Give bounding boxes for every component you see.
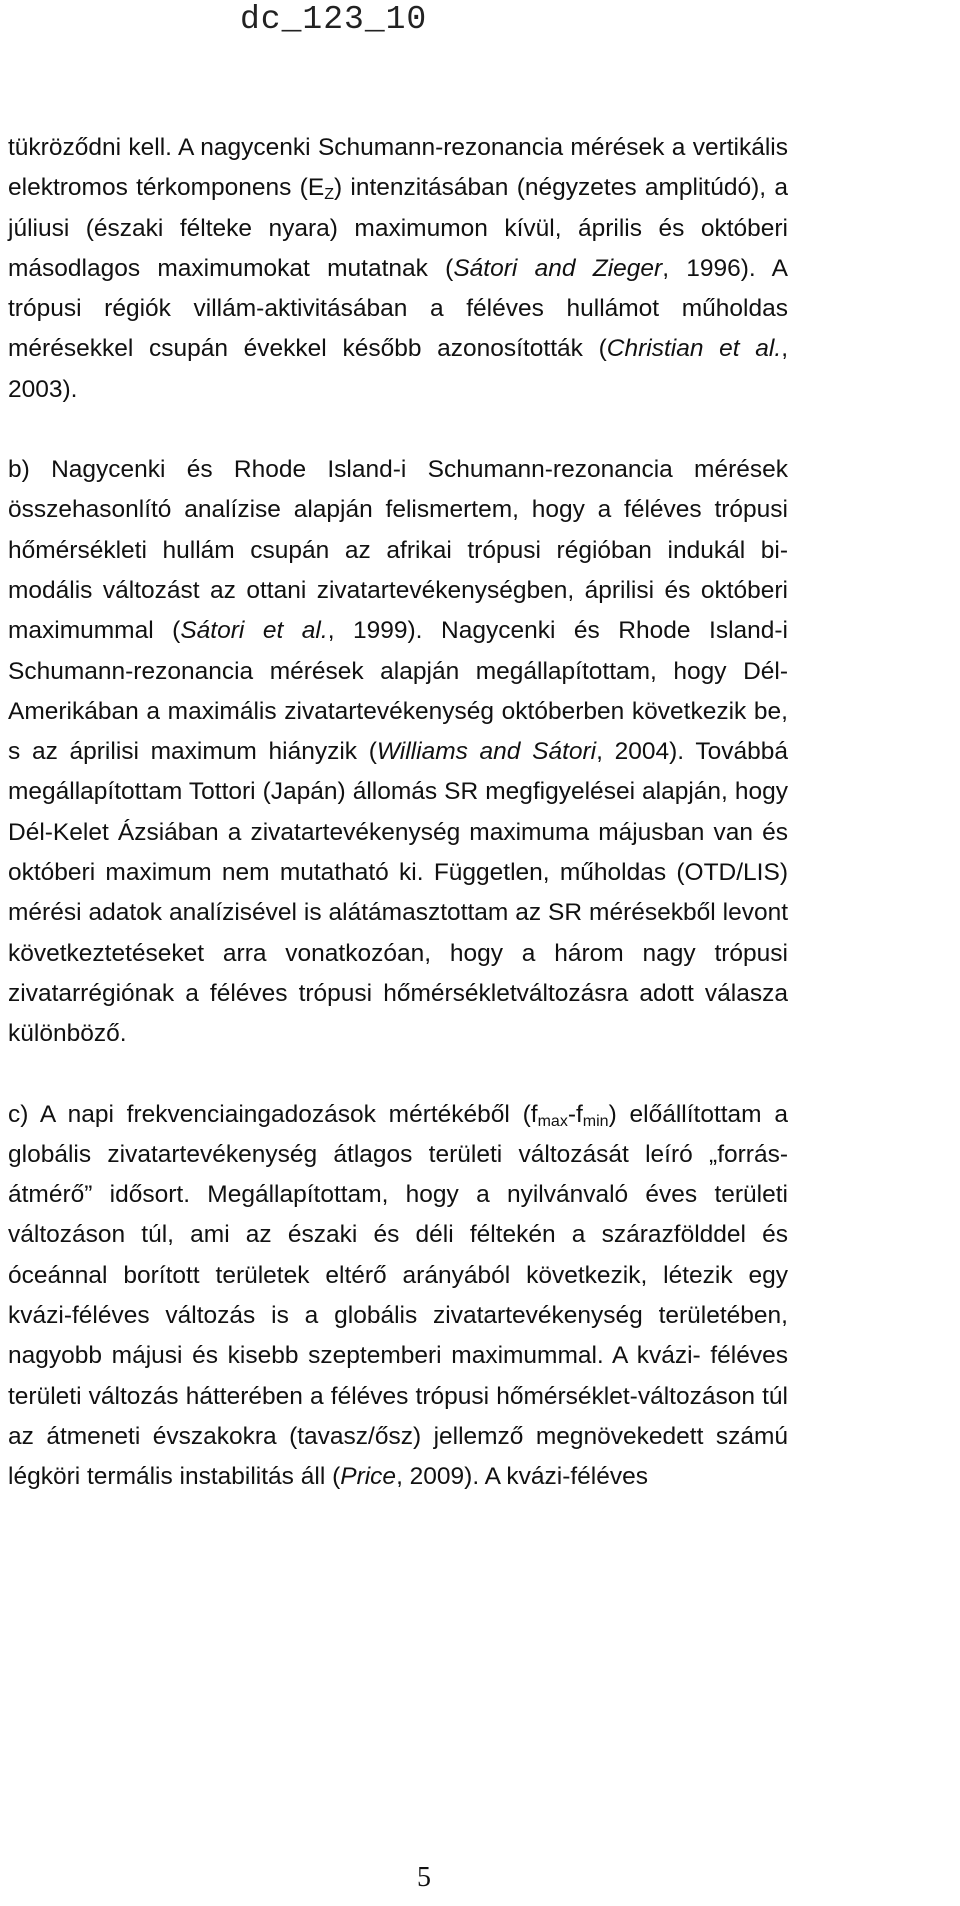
subscript: min xyxy=(582,1112,609,1130)
citation: Sátori et al. xyxy=(180,617,328,645)
text-run: ) intenzitásában (négyzetes amplitúdó), a júliusi (északi félteke nyara) maximumon kívül, április és októberi másodlagos maximumokat mutatnak ( xyxy=(8,174,788,282)
citation: Price xyxy=(340,1463,397,1491)
body-text xyxy=(8,128,788,1498)
text-run: ) előállítottam a globális zivatartevékenység átlagos területi változását leíró „forrás-átmérő” idősort. Megállapítottam, hogy a nyilvánvaló éves területi változáson túl, ami az északi és déli féltekén a szárazfölddel és óceánnal borított területek eltérő arányából következik, létezik egy kvázi-féléves változás is a globális zivatartevékenység területében, nagyobb májusi és kisebb szeptemberi maximummal. A kvázi- féléves területi változás hátterében a féléves trópusi hőmérséklet-változáson túl az átmeneti évszakokra (tavasz/ősz) jellemző megnövekedett számú légköri termális instabilitás áll ( xyxy=(8,1100,788,1491)
page-number: 5 xyxy=(417,1862,431,1893)
paragraph-c xyxy=(8,1095,788,1498)
citation: Christian et al. xyxy=(606,335,782,363)
text-run: c) A napi frekvenciaingadozások mértékéből (f xyxy=(8,1100,538,1128)
subscript: max xyxy=(537,1112,568,1130)
text-run: , 2009). A kvázi-féléves xyxy=(396,1463,649,1491)
citation: Sátori and Zieger xyxy=(453,254,663,282)
paragraph-b xyxy=(8,450,788,1054)
paragraph-a xyxy=(8,128,788,410)
citation: Williams and Sátori xyxy=(376,738,597,766)
text-run: , 2003). xyxy=(8,335,788,403)
text-run: tükröződni kell. A nagycenki Schumann-rezonancia mérések a vertikális elektromos térkomponens (E xyxy=(8,134,788,202)
text-run: , 1999). Nagycenki és Rhode Island-i Schumann-rezonancia mérések alapján megállapítottam, hogy Dél-Amerikában a maximális zivatartevékenység októberben következik be, s az áprilisi maximum hiányzik ( xyxy=(8,617,788,766)
text-run: , 2004). Továbbá megállapítottam Tottori (Japán) állomás SR megfigyelései alapján, hogy Dél-Kelet Ázsiában a zivatartevékenység maximuma májusban van és októberi maximum nem mutatható ki. Független, műholdas (OTD/LIS) mérési adatok analízisével is alátámasztottam az SR mérésekből levont következtetéseket arra vonatkozóan, hogy a három nagy trópusi zivatarrégiónak a féléves trópusi hőmérsékletváltozásra adott válasza különböző. xyxy=(8,738,788,1048)
text-run: b) Nagycenki és Rhode Island-i Schumann-rezonancia mérések összehasonlító analízise alapján felismertem, hogy a féléves trópusi hőmérsékleti hullám csupán az afrikai trópusi régióban indukál bi-modális változást az ottani zivatartevékenységben, áprilisi és októberi maximummal ( xyxy=(8,456,788,645)
document-id: dc_123_10 xyxy=(240,1,428,38)
subscript: Z xyxy=(324,186,334,204)
text-run: , 1996). A trópusi régiók villám-aktivitásában a féléves hullámot műholdas mérésekkel csupán évekkel később azonosították ( xyxy=(8,254,788,363)
text-run: -f xyxy=(567,1100,583,1128)
